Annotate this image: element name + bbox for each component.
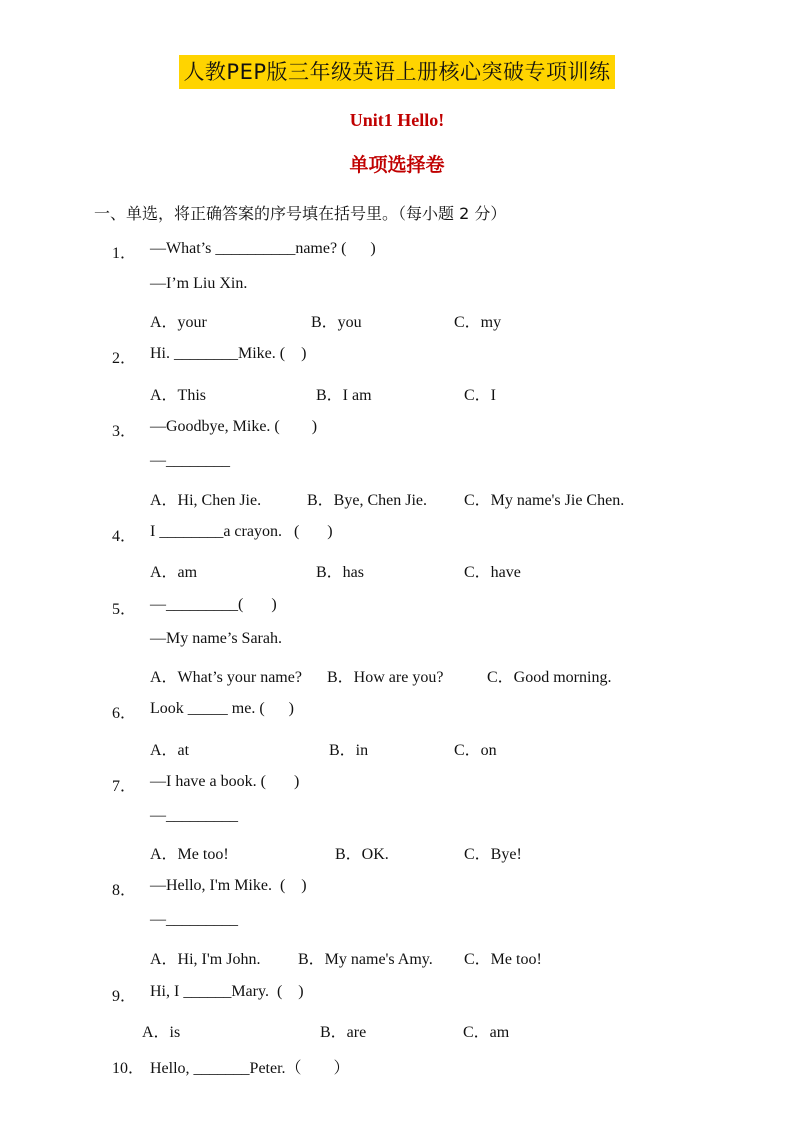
question-number: 6． xyxy=(112,705,137,722)
question-line: —My name’s Sarah. xyxy=(150,630,282,647)
main-title-wrap xyxy=(0,55,794,89)
option-b: B．Bye, Chen Jie. xyxy=(307,492,427,509)
question-stem: —Goodbye, Mike. ( ) xyxy=(150,418,318,435)
question-stem: I ________a crayon. ( ) xyxy=(150,523,333,540)
option-a: A．your xyxy=(150,314,207,331)
question-number: 9． xyxy=(112,988,137,1005)
question-stem: Hello, _______Peter.（ ） xyxy=(150,1060,350,1077)
option-a: A．Hi, Chen Jie. xyxy=(150,492,262,509)
option-a: A．Me too! xyxy=(150,846,229,863)
sub-title: 单项选择卷 xyxy=(349,154,445,176)
question-stem: —Hello, I'm Mike. ( ) xyxy=(150,877,307,894)
question-number: 10． xyxy=(112,1060,145,1077)
option-b: B．OK. xyxy=(335,846,389,863)
option-c: C．I xyxy=(464,387,497,404)
option-a: A．Hi, I'm John. xyxy=(150,951,261,968)
option-c: C．Good morning. xyxy=(487,669,612,686)
question-stem: Hi, I ______Mary. ( ) xyxy=(150,983,304,1000)
question-number: 5． xyxy=(112,601,137,618)
question-line: —I’m Liu Xin. xyxy=(150,275,248,292)
option-a: A．at xyxy=(150,742,190,759)
option-b: B．I am xyxy=(316,387,372,404)
option-b: B．has xyxy=(316,564,365,581)
question-number: 4． xyxy=(112,528,137,545)
option-c: C．on xyxy=(454,742,497,759)
option-c: C．have xyxy=(464,564,521,581)
question-line: —_________ xyxy=(150,911,238,928)
option-b: B．My name's Amy. xyxy=(298,951,433,968)
option-a: A．This xyxy=(150,387,207,404)
question-number: 7． xyxy=(112,778,137,795)
unit-title: Unit1 Hello! xyxy=(349,110,445,130)
option-c: C．am xyxy=(463,1024,510,1041)
question-line: —________ xyxy=(150,452,230,469)
option-b: B．you xyxy=(311,314,362,331)
option-a: A．is xyxy=(142,1024,181,1041)
option-b: B．are xyxy=(320,1024,367,1041)
question-line: —_________ xyxy=(150,807,238,824)
question-stem: Look _____ me. ( ) xyxy=(150,700,294,717)
main-title: 人教PEP版三年级英语上册核心突破专项训练 xyxy=(179,55,614,89)
option-c: C．Bye! xyxy=(464,846,522,863)
question-number: 2． xyxy=(112,350,137,367)
question-number: 1． xyxy=(112,245,137,262)
option-b: B．How are you? xyxy=(327,669,444,686)
question-number: 8． xyxy=(112,882,137,899)
option-c: C．Me too! xyxy=(464,951,542,968)
option-c: C．My name's Jie Chen. xyxy=(464,492,625,509)
question-stem: —What’s __________name? ( ) xyxy=(150,240,376,257)
option-b: B．in xyxy=(329,742,369,759)
section-instruction: 一、单选，将正确答案的序号填在括号里。（每小题 2 分） xyxy=(94,204,507,223)
question-stem: —I have a book. ( ) xyxy=(150,773,300,790)
question-number: 3． xyxy=(112,423,137,440)
question-stem: Hi. ________Mike. ( ) xyxy=(150,345,307,362)
option-c: C．my xyxy=(454,314,502,331)
option-a: A．am xyxy=(150,564,198,581)
question-stem: —_________( ) xyxy=(150,596,277,613)
option-a: A．What’s your name? xyxy=(150,669,302,686)
